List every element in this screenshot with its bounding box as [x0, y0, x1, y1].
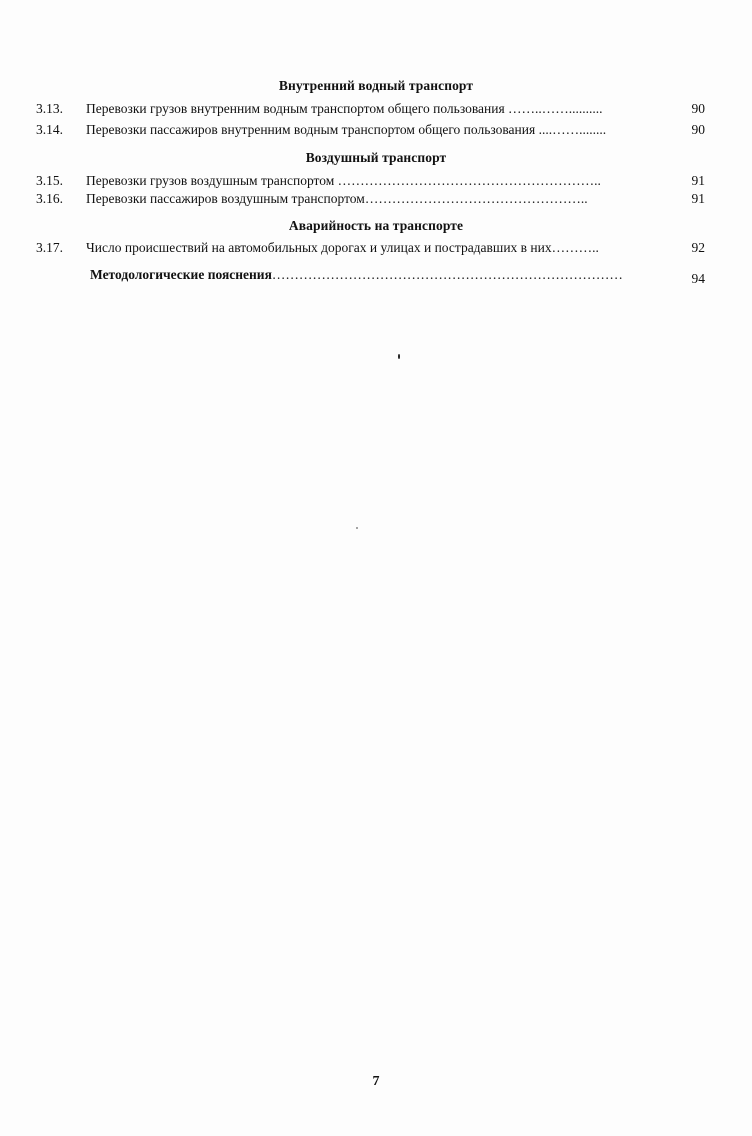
toc-entry-number: 3.16. — [36, 191, 63, 206]
methodology-title: Методологические пояснения — [90, 267, 272, 282]
toc-entry-title: Перевозки грузов внутренним водным транспортом общего пользования ……..…….......... — [86, 101, 603, 116]
section-heading-accidents: Аварийность на транспорте — [288, 218, 464, 233]
toc-entry-number: 3.13. — [36, 101, 63, 116]
toc-entry-title: Число происшествий на автомобильных дорогах и улицах и пострадавших в них……….. — [86, 240, 599, 255]
toc-entry-title: Перевозки грузов воздушным транспортом ………………………………………………….. — [86, 173, 601, 188]
toc-entry-title — [90, 266, 623, 284]
toc-entry-page: 90 — [691, 122, 705, 137]
page-number: 7 — [372, 1074, 380, 1089]
toc-entry — [0, 239, 752, 257]
toc-entry-title: Перевозки пассажиров воздушным транспортом………………………………………….. — [86, 191, 588, 206]
toc-entry — [0, 190, 752, 208]
toc-entry-page: 91 — [691, 173, 705, 188]
toc-entry-number: 3.14. — [36, 122, 63, 137]
toc-entry-page: 94 — [691, 271, 705, 286]
scan-speck — [398, 354, 400, 359]
toc-entry-number: 3.15. — [36, 173, 63, 188]
toc-entry — [0, 100, 752, 118]
section-heading-air: Воздушный транспорт — [305, 150, 447, 165]
toc-entry-page: 92 — [691, 240, 705, 255]
toc-entry-page: 91 — [691, 191, 705, 206]
section-heading-inland-water: Внутренний водный транспорт — [278, 78, 474, 93]
toc-entry-page: 90 — [691, 101, 705, 116]
scan-speck — [356, 527, 358, 529]
toc-entry-number: 3.17. — [36, 240, 63, 255]
toc-entry-methodology — [0, 266, 752, 284]
toc-entry — [0, 121, 752, 139]
toc-entry — [0, 172, 752, 190]
methodology-leader: …………………………………………………………………… — [271, 267, 623, 282]
toc-entry-title: Перевозки пассажиров внутренним водным транспортом общего пользования ....……........ — [86, 122, 607, 137]
